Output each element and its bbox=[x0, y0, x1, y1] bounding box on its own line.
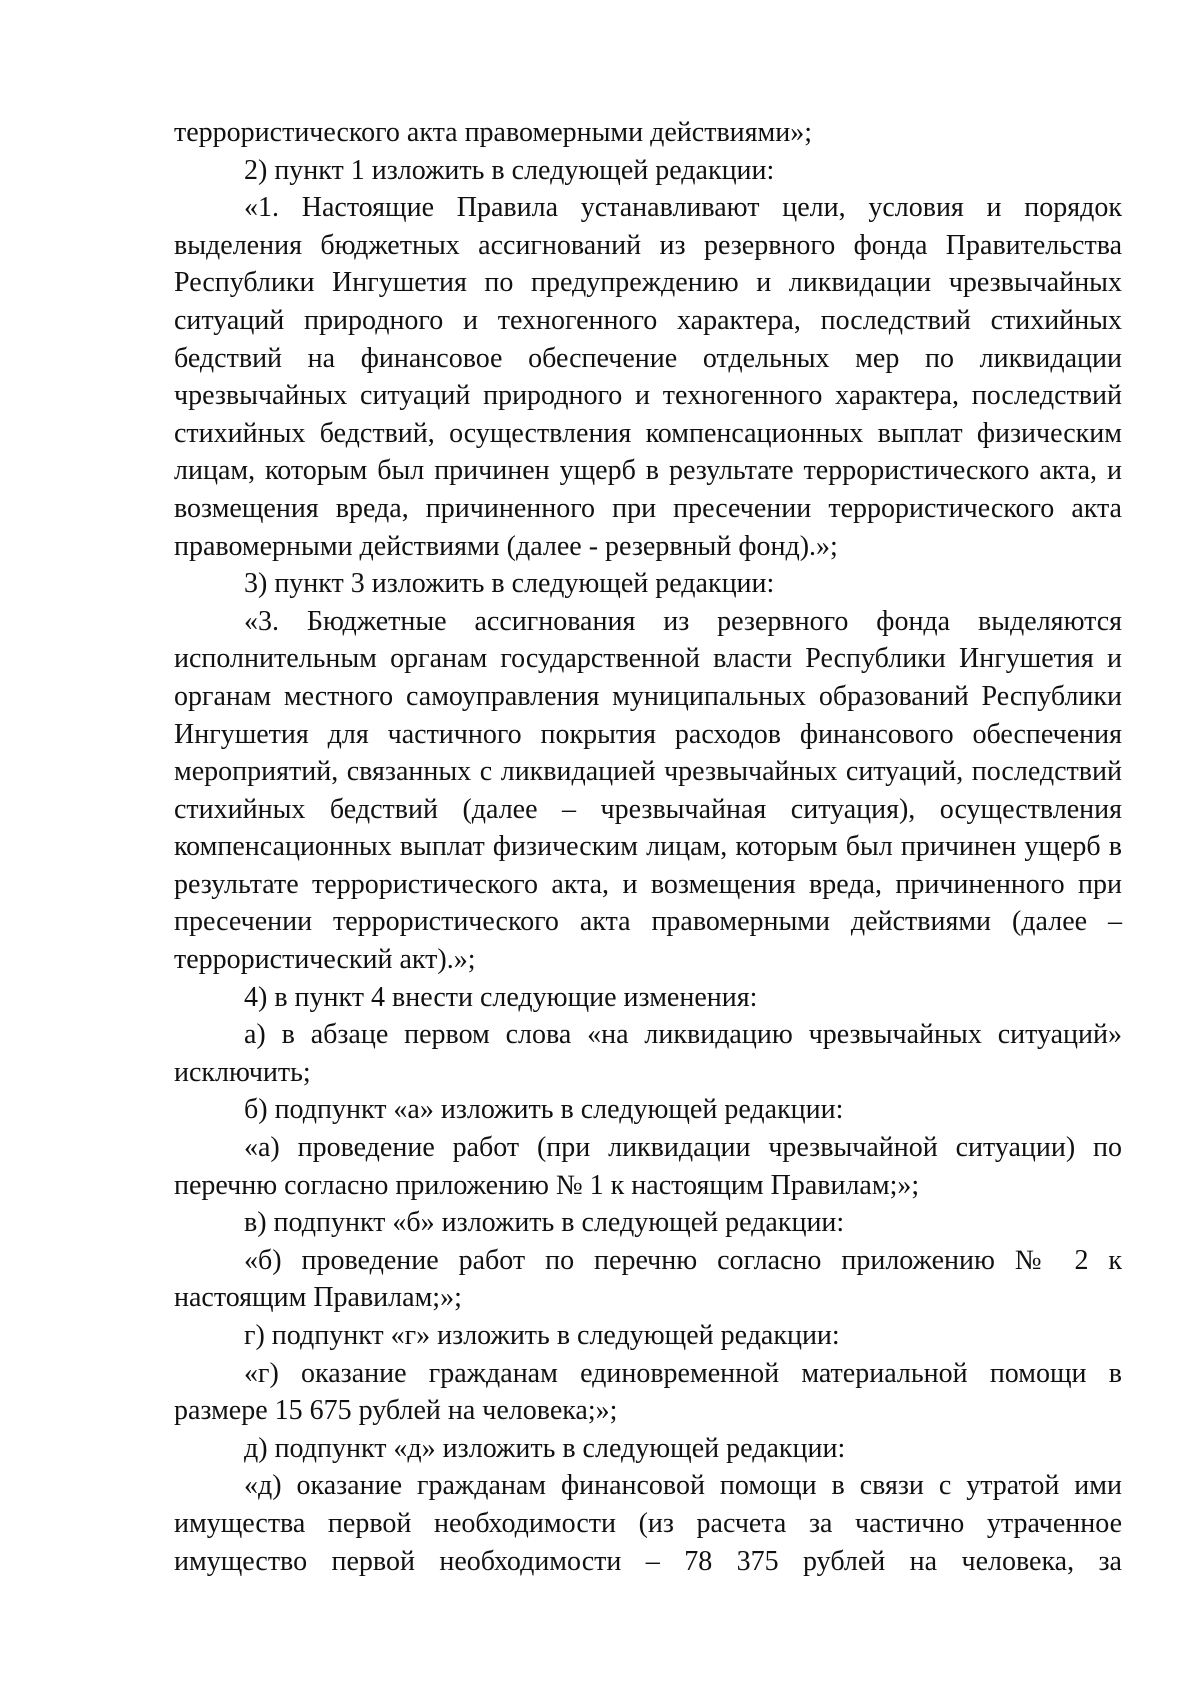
paragraph-clause-3-text: «3. Бюджетные ассигнования из резервного фонда выделяются исполнительным органам государственной власти Республики Ингушетия и органам местного самоуправления муниципальных образований Республики Ингушетия для частичного покрытия расходов финансового обеспечения мероприятий, связанных с ликвидацией чрезвычайных ситуаций, последствий стихийных бедствий (далее – чрезвычайная ситуация), осуществления компенсационных выплат физическим лицам, которым был причинен ущерб в результате террористического акта, и возмещения вреда, причиненного при пресечении террористического акта правомерными действиями (далее – террористический акт).»; bbox=[174, 605, 1122, 976]
paragraph-clause-1-text: «1. Настоящие Правила устанавливают цели, условия и порядок выделения бюджетных ассигнований из резервного фонда Правительства Республики Ингушетия по предупреждению и ликвидации чрезвычайных ситуаций природного и техногенного характера, последствий стихийных бедствий на финансовое обеспечение отдельных мер по ликвидации чрезвычайных ситуаций природного и техногенного характера, последствий стихийных бедствий, осуществления компенсационных выплат физическим лицам, которым был причинен ущерб в результате террористического акта, и возмещения вреда, причиненного при пресечении террористического акта правомерными действиями (далее - резервный фонд).»; bbox=[174, 192, 1122, 562]
paragraph-continuation: террористического акта правомерными действиями»; bbox=[174, 117, 813, 148]
paragraph-item-3-heading: 3) пункт 3 изложить в следующей редакции: bbox=[244, 568, 775, 600]
paragraph-subclause-a-text: «а) проведение работ (при ликвидации чрезвычайной ситуации) по перечню согласно приложению № 1 к настоящим Правилам;»; bbox=[174, 1132, 1122, 1201]
paragraph-subitem-b-heading: б) подпункт «а» изложить в следующей редакции: bbox=[244, 1094, 844, 1126]
paragraph-subitem-g-heading: г) подпункт «г» изложить в следующей редакции: bbox=[244, 1320, 840, 1351]
paragraph-item-4-heading: 4) в пункт 4 внести следующие изменения: bbox=[244, 981, 758, 1013]
document-page bbox=[174, 114, 1122, 1580]
paragraph-subitem-d-heading: д) подпункт «д» изложить в следующей редакции: bbox=[244, 1432, 846, 1464]
paragraph-subclause-d-text: «д) оказание гражданам финансовой помощи в связи с утратой ими имущества первой необходимости (из расчета за частично утраченное имущество первой необходимости – 78 375 рублей на человека, за bbox=[174, 1470, 1122, 1577]
paragraph-subitem-a: а) в абзаце первом слова «на ликвидацию чрезвычайных ситуаций» исключить; bbox=[174, 1019, 1122, 1088]
paragraph-subclause-b-text: «б) проведение работ по перечню согласно приложению № 2 к настоящим Правилам;»; bbox=[174, 1244, 1122, 1314]
paragraph-item-2-heading: 2) пункт 1 изложить в следующей редакции: bbox=[244, 154, 775, 186]
paragraph-subclause-g-text: «г) оказание гражданам единовременной материальной помощи в размере 15 675 рублей на человека;»; bbox=[174, 1357, 1122, 1427]
paragraph-subitem-v-heading: в) подпункт «б» изложить в следующей редакции: bbox=[244, 1207, 845, 1239]
